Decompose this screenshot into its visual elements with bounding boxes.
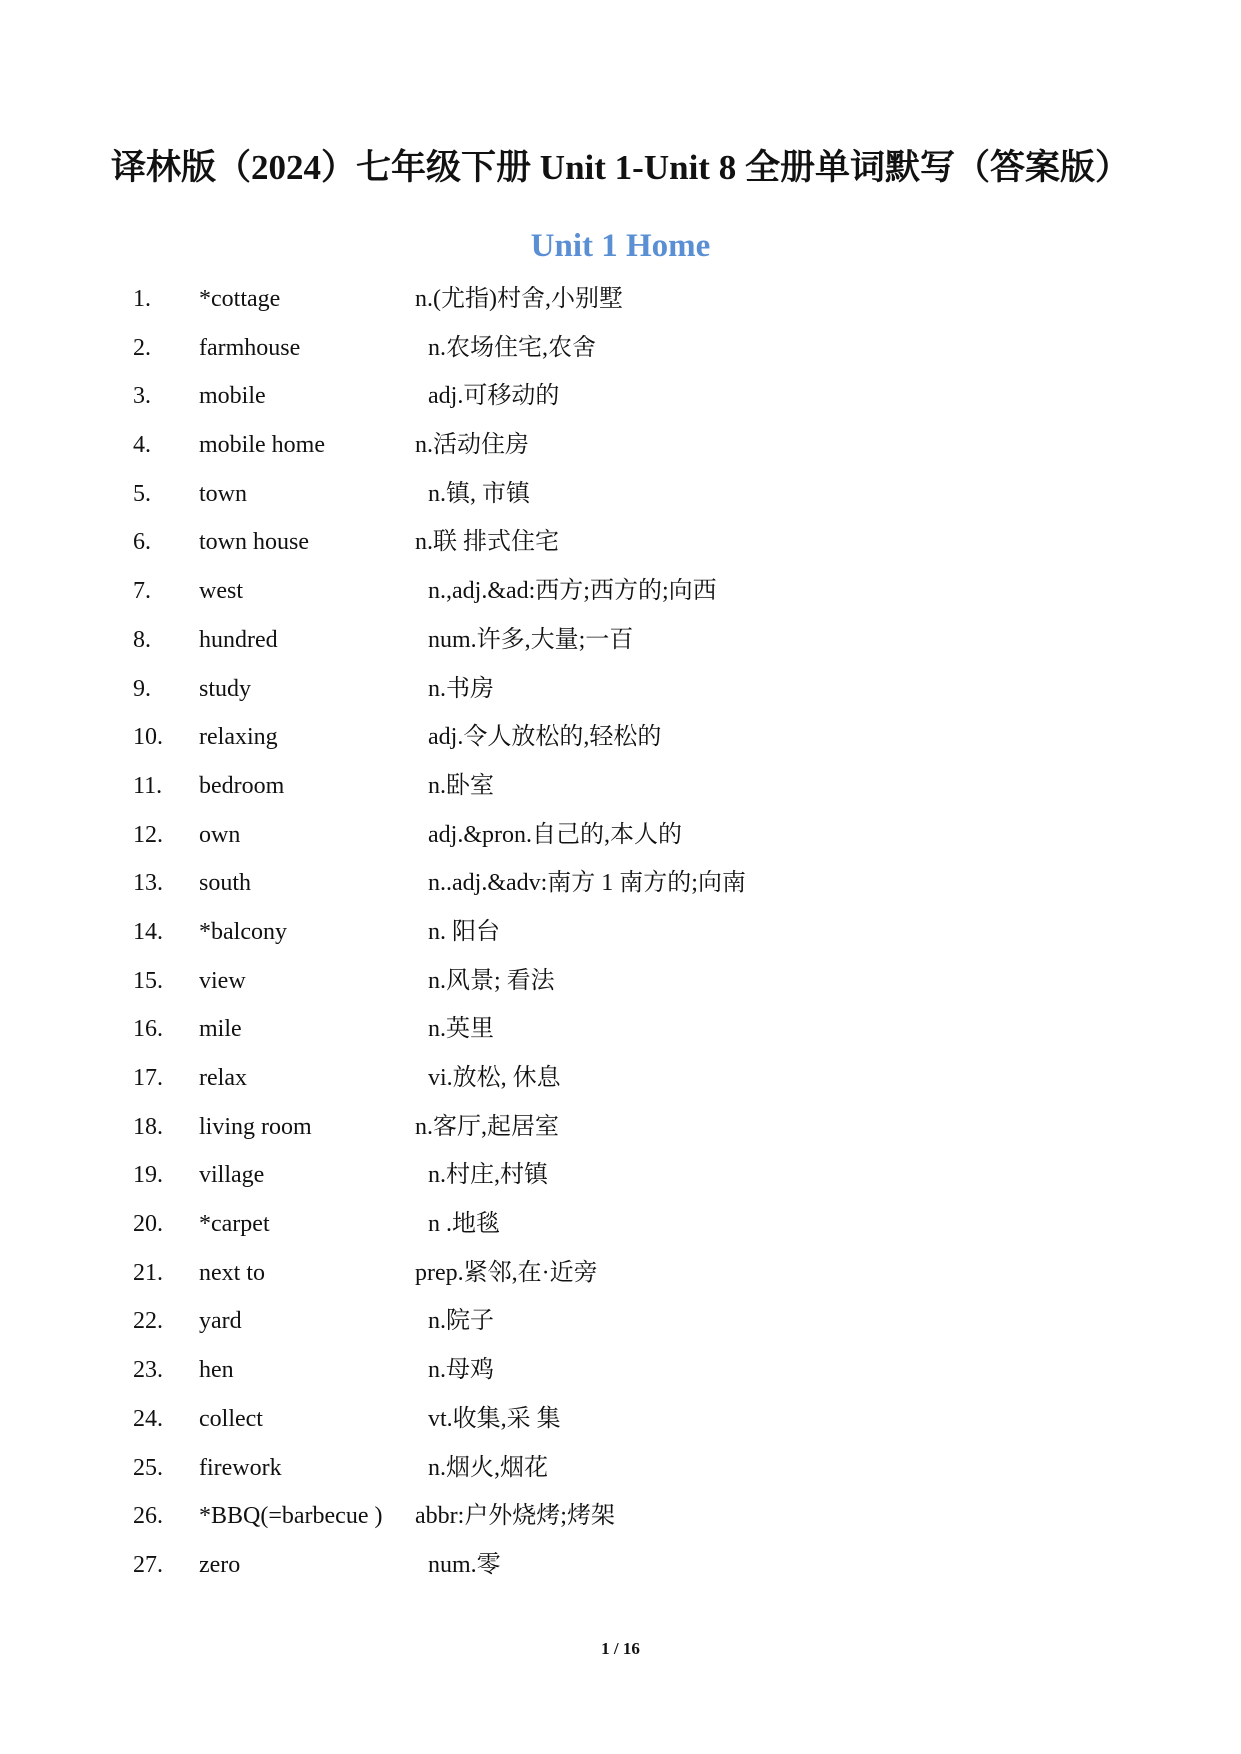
vocab-number: 2. <box>133 334 151 361</box>
vocab-number: 25. <box>133 1454 163 1481</box>
vocab-meaning: n.风景; 看法 <box>428 967 555 994</box>
vocab-meaning: vt.收集,采 集 <box>428 1405 561 1432</box>
vocab-word: *balcony <box>199 918 287 945</box>
vocab-number: 12. <box>133 821 163 848</box>
vocab-meaning: adj.令人放松的,轻松的 <box>428 724 662 751</box>
vocab-word: relaxing <box>199 724 278 751</box>
vocab-number: 4. <box>133 432 151 459</box>
vocab-meaning: n.农场住宅,农舍 <box>428 334 596 361</box>
vocab-word: hen <box>199 1357 234 1384</box>
vocab-row <box>0 917 1241 966</box>
vocab-meaning: n.书房 <box>428 675 494 702</box>
vocab-meaning: n.院子 <box>428 1308 494 1335</box>
vocab-meaning: prep.紧邻,在·近旁 <box>415 1259 598 1286</box>
vocab-number: 19. <box>133 1162 163 1189</box>
vocab-word: *cottage <box>199 286 281 312</box>
vocab-meaning: n.英里 <box>428 1016 494 1043</box>
vocab-number: 6. <box>133 529 151 556</box>
vocab-row <box>0 1209 1241 1258</box>
vocab-row <box>0 820 1241 869</box>
vocab-row <box>0 1160 1241 1209</box>
vocab-word: view <box>199 967 246 994</box>
vocab-word: collect <box>199 1405 263 1432</box>
vocab-row <box>0 868 1241 917</box>
vocab-meaning: n.客厅,起居室 <box>415 1113 559 1140</box>
vocab-meaning: n.联 排式住宅 <box>415 529 559 556</box>
vocab-word: town <box>199 480 247 507</box>
vocab-meaning: adj.&pron.自己的,本人的 <box>428 821 682 848</box>
vocab-word: mile <box>199 1016 242 1043</box>
vocab-row <box>0 722 1241 771</box>
vocab-list <box>0 284 1241 1599</box>
vocab-row <box>0 771 1241 820</box>
vocab-row <box>0 1014 1241 1063</box>
vocab-meaning: n.活动住房 <box>415 432 529 459</box>
vocab-row <box>0 1063 1241 1112</box>
vocab-word: farmhouse <box>199 334 301 361</box>
vocab-row <box>0 284 1241 333</box>
vocab-meaning: n.卧室 <box>428 772 494 799</box>
vocab-row <box>0 333 1241 382</box>
vocab-meaning: n.母鸡 <box>428 1357 494 1384</box>
vocab-number: 26. <box>133 1503 163 1530</box>
vocab-number: 3. <box>133 383 151 410</box>
vocab-number: 16. <box>133 1016 163 1043</box>
vocab-number: 9. <box>133 675 151 702</box>
vocab-row <box>0 1453 1241 1502</box>
vocab-word: firework <box>199 1454 282 1481</box>
vocab-word: village <box>199 1162 265 1189</box>
vocab-number: 1. <box>133 286 151 312</box>
vocab-word: hundred <box>199 626 278 653</box>
vocab-word: mobile <box>199 383 266 410</box>
vocab-word: own <box>199 821 241 848</box>
vocab-meaning: n.,adj.&ad:西方;西方的;向西 <box>428 578 717 605</box>
vocab-word: yard <box>199 1308 242 1335</box>
vocab-word: mobile home <box>199 432 325 459</box>
vocab-row <box>0 966 1241 1015</box>
vocab-meaning: vi.放松, 休息 <box>428 1065 561 1091</box>
vocab-number: 17. <box>133 1065 163 1091</box>
vocab-meaning: abbr:户外烧烤;烤架 <box>415 1503 615 1530</box>
unit-heading: Unit 1 Home <box>530 228 711 264</box>
vocab-row <box>0 625 1241 674</box>
vocab-meaning: n..adj.&adv:南方 1 南方的;向南 <box>428 870 746 897</box>
vocab-row <box>0 1355 1241 1404</box>
vocab-number: 27. <box>133 1551 163 1578</box>
vocab-meaning: num.零 <box>428 1551 501 1578</box>
vocab-word: living room <box>199 1113 312 1140</box>
vocab-word: zero <box>199 1551 241 1578</box>
vocab-word: next to <box>199 1259 265 1286</box>
page-number: 1 / 16 <box>601 1639 640 1658</box>
vocab-row <box>0 479 1241 528</box>
vocab-number: 15. <box>133 967 163 994</box>
vocab-row <box>0 1404 1241 1453</box>
vocab-number: 5. <box>133 480 151 507</box>
vocab-word: relax <box>199 1065 247 1091</box>
vocab-number: 8. <box>133 626 151 653</box>
vocab-meaning: n .地毯 <box>428 1211 500 1238</box>
vocab-number: 20. <box>133 1211 163 1238</box>
vocab-meaning: n. 阳台 <box>428 918 500 945</box>
vocab-number: 23. <box>133 1357 163 1384</box>
vocab-meaning: adj.可移动的 <box>428 383 560 410</box>
vocab-word: bedroom <box>199 772 285 799</box>
vocab-word: town house <box>199 529 309 556</box>
vocab-word: south <box>199 870 252 897</box>
vocab-number: 24. <box>133 1405 163 1432</box>
vocab-number: 11. <box>133 772 163 799</box>
vocab-meaning: n.(尤指)村舍,小别墅 <box>415 286 623 312</box>
vocab-row <box>0 674 1241 723</box>
vocab-row <box>0 527 1241 576</box>
vocab-row <box>0 1501 1241 1550</box>
vocab-number: 13. <box>133 870 163 897</box>
vocab-meaning: n.村庄,村镇 <box>428 1162 548 1189</box>
vocab-number: 7. <box>133 578 151 605</box>
vocab-word: study <box>199 675 252 702</box>
vocab-number: 10. <box>133 724 163 751</box>
vocab-number: 18. <box>133 1113 163 1140</box>
vocab-row <box>0 381 1241 430</box>
vocab-row <box>0 1112 1241 1161</box>
vocab-number: 22. <box>133 1308 163 1335</box>
document-title: 译林版（2024）七年级下册 Unit 1-Unit 8 全册单词默写（答案版） <box>111 148 1130 187</box>
vocab-word: *BBQ(=barbecue ) <box>199 1503 383 1530</box>
vocab-meaning: num.许多,大量;一百 <box>428 626 634 653</box>
vocab-number: 14. <box>133 918 163 945</box>
vocab-word: west <box>199 578 243 605</box>
vocab-row <box>0 430 1241 479</box>
vocab-number: 21. <box>133 1259 163 1286</box>
vocab-word: *carpet <box>199 1211 270 1238</box>
vocab-meaning: n.烟火,烟花 <box>428 1454 548 1481</box>
vocab-row <box>0 576 1241 625</box>
vocab-row <box>0 1258 1241 1307</box>
vocab-meaning: n.镇, 市镇 <box>428 480 530 507</box>
vocab-row <box>0 1550 1241 1599</box>
vocab-row <box>0 1306 1241 1355</box>
